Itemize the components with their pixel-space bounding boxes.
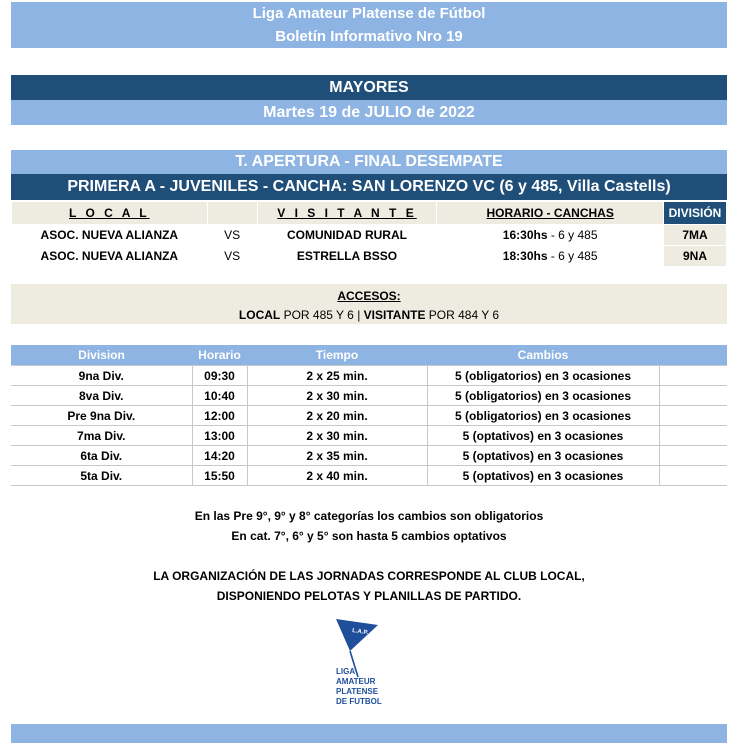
time-col-header: Horario	[192, 345, 247, 366]
division-cell: 8va Div.	[11, 386, 192, 406]
time-cell: 14:20	[192, 446, 247, 466]
local-header: L O C A L	[12, 202, 208, 225]
access-separator: |	[357, 308, 361, 322]
match-time	[437, 225, 664, 246]
table-row	[11, 446, 727, 466]
access-local-label: LOCAL	[238, 308, 281, 322]
access-local-text: POR 485 Y 6	[280, 308, 358, 322]
blank-cell	[659, 446, 727, 466]
league-title: Liga Amateur Platense de Fútbol	[11, 2, 727, 26]
time-cell: 13:00	[192, 426, 247, 446]
venue-title: PRIMERA A - JUVENILES - CANCHA: SAN LORENZO VC (6 y 485, Villa Castells)	[11, 174, 727, 200]
footer-bar	[11, 724, 727, 743]
categories-header-row	[11, 345, 727, 366]
time-cell: 15:50	[192, 466, 247, 486]
fixture-row	[12, 246, 727, 267]
visitor-header: V I S I T A N T E	[257, 202, 437, 225]
logo-flag-text: L.A.P.	[351, 628, 369, 637]
blank-col-header	[659, 345, 727, 366]
note-mandatory-subs: En las Pre 9°, 9° y 8° categorías los cambios son obligatorios	[194, 509, 544, 523]
category-title: MAYORES	[11, 75, 727, 100]
table-row	[11, 466, 727, 486]
table-row	[11, 426, 727, 446]
duration-cell: 2 x 30 min.	[247, 426, 427, 446]
duration-cell: 2 x 20 min.	[247, 406, 427, 426]
time-header: HORARIO - CANCHAS	[437, 202, 664, 225]
table-row	[11, 406, 727, 426]
logo-word: DE FUTBOL	[336, 697, 382, 706]
blank-cell	[659, 426, 727, 446]
match-date: Martes 19 de JULIO de 2022	[11, 100, 727, 125]
division-cell: 5ta Div.	[11, 466, 192, 486]
subs-cell: 5 (optativos) en 3 ocasiones	[427, 426, 659, 446]
subs-cell: 5 (obligatorios) en 3 ocasiones	[427, 386, 659, 406]
division-col-header: Division	[11, 345, 192, 366]
subs-cell: 5 (obligatorios) en 3 ocasiones	[427, 366, 659, 386]
duration-cell: 2 x 30 min.	[247, 386, 427, 406]
tournament-title: T. APERTURA - FINAL DESEMPATE	[11, 150, 727, 174]
table-row	[11, 386, 727, 406]
division-cell: 9na Div.	[11, 366, 192, 386]
logo-word: LIGA	[336, 667, 356, 676]
fixtures-table	[11, 201, 727, 267]
fixture-row	[12, 225, 727, 246]
blank-cell	[659, 406, 727, 426]
visitor-team: ESTRELLA BSSO	[257, 246, 437, 267]
time-cell: 12:00	[192, 406, 247, 426]
vs-label: VS	[207, 246, 257, 267]
table-row	[11, 366, 727, 386]
access-title: ACCESOS:	[337, 289, 401, 303]
subs-col-header: Cambios	[427, 345, 659, 366]
note-balls-sheets: DISPONIENDO PELOTAS Y PLANILLAS DE PARTIDO.	[216, 589, 522, 603]
logo-word: AMATEUR	[336, 677, 376, 686]
time-value: 18:30hs	[502, 249, 548, 263]
local-team: ASOC. NUEVA ALIANZA	[12, 225, 208, 246]
subs-cell: 5 (optativos) en 3 ocasiones	[427, 446, 659, 466]
blank-cell	[659, 366, 727, 386]
duration-cell: 2 x 35 min.	[247, 446, 427, 466]
field-value: - 6 y 485	[547, 228, 598, 242]
note-optional-subs: En cat. 7°, 6° y 5° son hasta 5 cambios optativos	[231, 529, 507, 543]
logo-flag-icon	[336, 619, 378, 651]
division-cell: 6ta Div.	[11, 446, 192, 466]
access-visitor-label: VISITANTE	[360, 308, 426, 322]
vs-header	[207, 202, 257, 225]
access-visitor-text: POR 484 Y 6	[425, 308, 500, 322]
division-value: 9NA	[663, 246, 726, 267]
access-box	[11, 284, 727, 324]
duration-cell: 2 x 40 min.	[247, 466, 427, 486]
vs-label: VS	[207, 225, 257, 246]
categories-table	[11, 345, 727, 486]
field-value: - 6 y 485	[547, 249, 598, 263]
blank-cell	[659, 386, 727, 406]
visitor-team: COMUNIDAD RURAL	[257, 225, 437, 246]
bulletin-number: Boletín Informativo Nro 19	[11, 26, 727, 48]
match-time	[437, 246, 664, 267]
division-header: DIVISIÓN	[663, 202, 726, 225]
subs-cell: 5 (optativos) en 3 ocasiones	[427, 466, 659, 486]
division-cell: 7ma Div.	[11, 426, 192, 446]
logo-word: PLATENSE	[336, 687, 379, 696]
blank-cell	[659, 466, 727, 486]
note-organization: LA ORGANIZACIÓN DE LAS JORNADAS CORRESPONDE AL CLUB LOCAL,	[153, 569, 585, 583]
duration-col-header: Tiempo	[247, 345, 427, 366]
fixtures-header-row	[12, 202, 727, 225]
division-cell: Pre 9na Div.	[11, 406, 192, 426]
logo-wordmark	[336, 667, 382, 707]
division-value: 7MA	[663, 225, 726, 246]
time-cell: 10:40	[192, 386, 247, 406]
access-details	[11, 303, 727, 322]
time-value: 16:30hs	[502, 228, 548, 242]
local-team: ASOC. NUEVA ALIANZA	[12, 246, 208, 267]
subs-cell: 5 (obligatorios) en 3 ocasiones	[427, 406, 659, 426]
duration-cell: 2 x 25 min.	[247, 366, 427, 386]
time-cell: 09:30	[192, 366, 247, 386]
